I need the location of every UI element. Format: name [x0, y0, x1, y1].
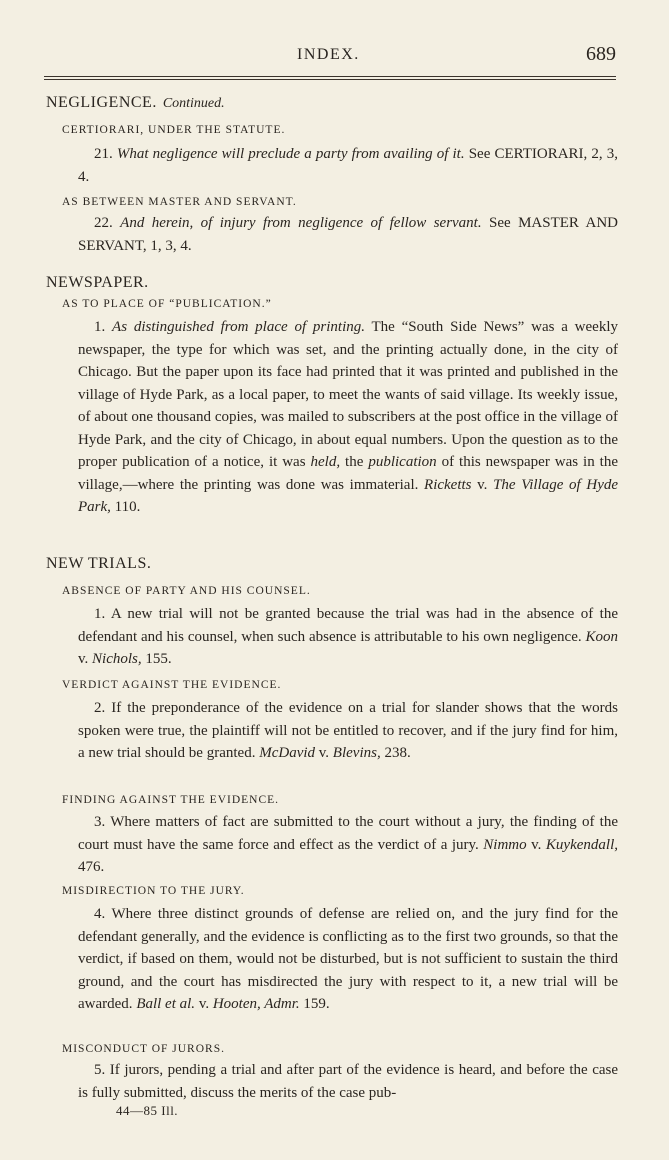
entry-new-trials-2: 2. If the preponderance of the evidence on a trial for slander shows that the words spoken were true, the plaintiff will not be entitled to recover, and if the jury find for him, a new trial should be granted. McDavid v. Blevins, 238. [78, 700, 618, 761]
continued-label: Continued. [162, 96, 225, 111]
running-header-title: INDEX. [297, 46, 360, 63]
entry-negligence-21: 21. What negligence will preclude a party from availing of it. See CERTIORARI, 2, 3, 4. [78, 146, 618, 185]
case-name: Kuykendall, [545, 836, 618, 853]
entry-new-trials-1: 1. A new trial will not be granted because the trial was had in the absence of the defendant and his counsel, when such absence is attributable to his own negligence. Koon v. Nichols, 155. [78, 606, 618, 667]
page-number: 689 [586, 43, 616, 65]
entry-new-trials-5: 5. If jurors, pending a trial and after part of the evidence is heard, and before the case is fully submitted, discuss the merits of the case pub- [78, 1062, 619, 1101]
case-name: Nichols, [92, 651, 142, 667]
page-citation: 238. [384, 745, 411, 761]
page-citation: 159. [303, 996, 330, 1012]
printer-signature: 44—85 Ill. [116, 1103, 179, 1118]
entry-negligence-22: 22. And herein, of injury from negligence of fellow servant. See MASTER AND SERVANT, 1, 3, 4. [78, 215, 619, 254]
case-name: Ricketts [424, 476, 472, 493]
case-name: McDavid [259, 745, 316, 761]
case-name: Nimmo [483, 836, 527, 853]
section-heading-negligence: NEGLIGENCE. Continued. [46, 94, 225, 111]
case-name: Ball et al. [136, 996, 196, 1012]
section-heading-new-trials: NEW TRIALS. [46, 555, 152, 572]
subheading-misconduct: MISCONDUCT OF JURORS. [62, 1043, 225, 1055]
case-name: The Village of Hyde Park, [78, 476, 619, 515]
page-citation: 110. [114, 499, 141, 515]
subheading-absence: ABSENCE OF PARTY AND HIS COUNSEL. [62, 585, 311, 597]
section-heading-newspaper: NEWSPAPER. [46, 274, 149, 291]
subheading-finding: FINDING AGAINST THE EVIDENCE. [62, 794, 280, 806]
page-citation: 155. [145, 651, 172, 667]
subheading-verdict: VERDICT AGAINST THE EVIDENCE. [62, 679, 282, 691]
entry-newspaper-1: 1. As distinguished from place of printing. The “South Side News” was a weekly newspaper, the type for which was set, and the printing actually done, in the city of Chicago. But the paper upon its face had printed that it was printed and published in the village of Hyde Park, as a local paper, to meet the wants of said village. Its weekly issue, of about one thousand copies, was mailed to subscribers at the post office in the village of Hyde Park, and the city of Chicago, in about equal numbers. Upon the question as to the proper publication of a notice, it was held, the publication of this newspaper was in the village,—where the printing was done was immaterial. Ricketts v. The Village of Hyde Park, 110. [78, 319, 619, 515]
subheading-place-of-publication: AS TO PLACE OF “PUBLICATION.” [62, 298, 272, 310]
header-rule [44, 76, 616, 77]
header-rule-lower [44, 79, 616, 80]
case-name: Blevins, [332, 745, 381, 761]
subheading-certiorari: CERTIORARI, UNDER THE STATUTE. [62, 124, 286, 136]
subheading-misdirection: MISDIRECTION TO THE JURY. [62, 885, 245, 897]
case-name: Koon [585, 628, 618, 645]
case-name: Hooten, Admr. [212, 996, 300, 1012]
entry-new-trials-4: 4. Where three distinct grounds of defense are relied on, and the jury find for the defendant generally, and the evidence is conflicting as to the first two grounds, so that the verdict, if based on them, would not be disturbed, but is not sufficient to sustain the third ground, and the court has misdirected the jury with respect to it, a new trial will be awarded. Ball et al. v. Hooten, Admr. 159. [78, 906, 619, 1012]
subheading-master-servant: AS BETWEEN MASTER AND SERVANT. [62, 196, 297, 208]
entry-new-trials-3: 3. Where matters of fact are submitted to the court without a jury, the finding of the court must have the same force and effect as the verdict of a jury. Nimmo v. Kuykendall, 476. [78, 814, 618, 875]
page-citation: 476. [78, 859, 105, 875]
